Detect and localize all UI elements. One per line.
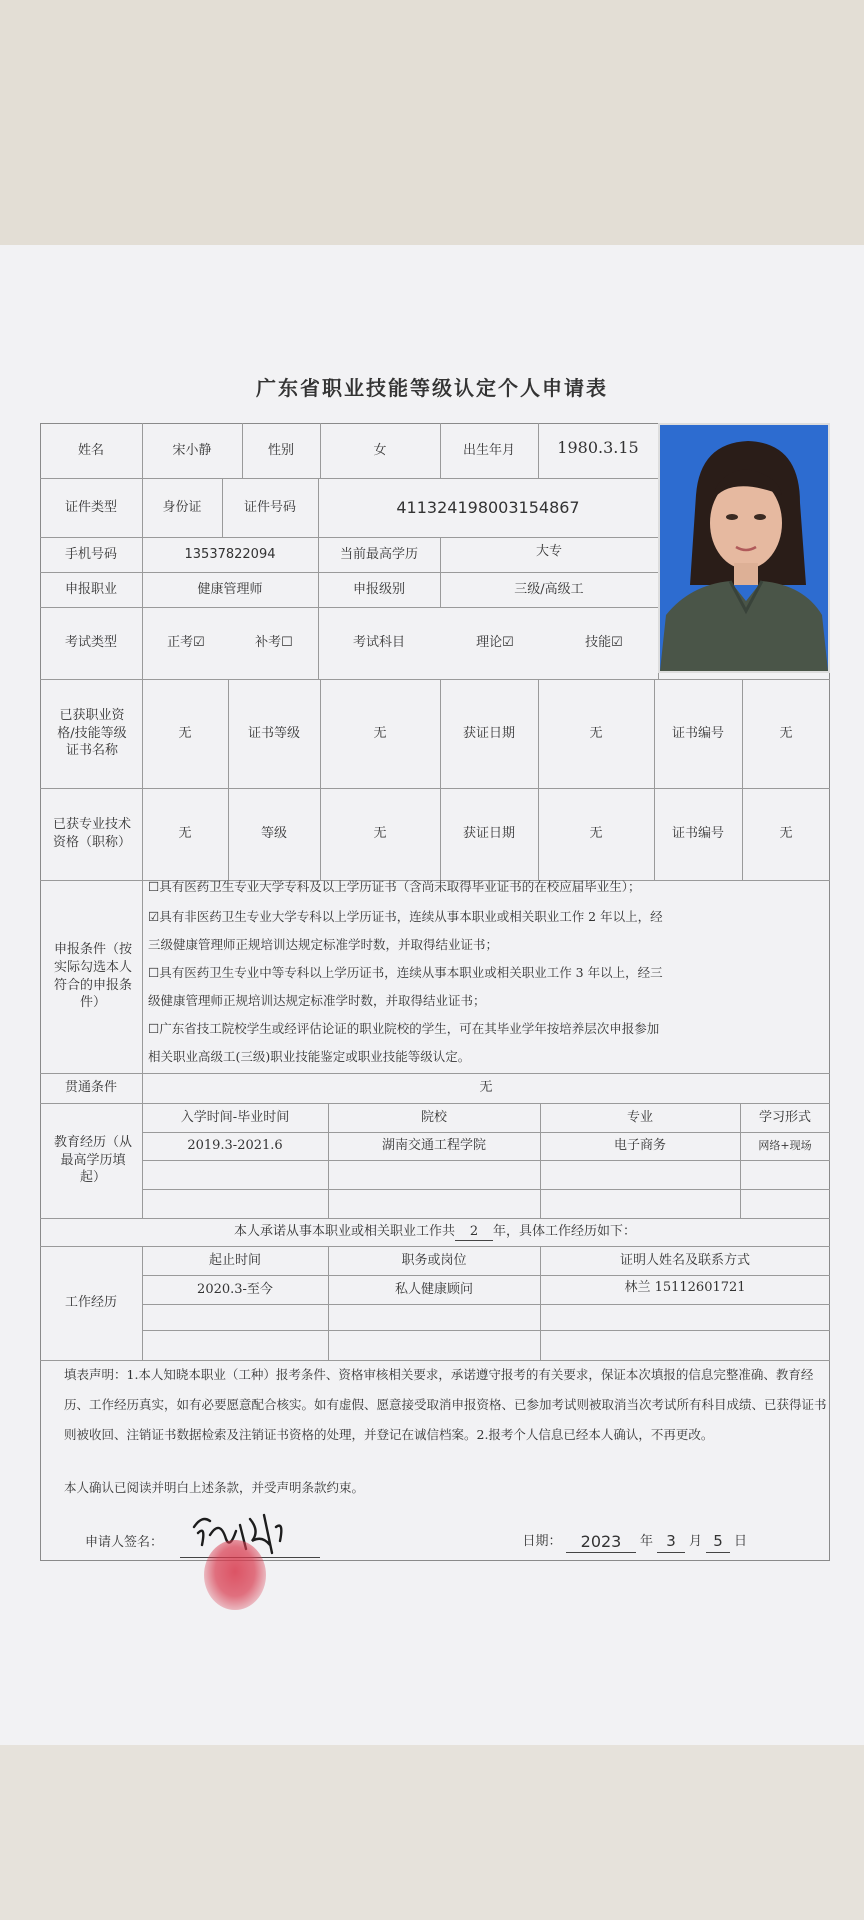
phone-label: 手机号码	[64, 546, 117, 562]
through-label: 贯通条件	[64, 1080, 117, 1096]
condition-line: 三级健康管理师正规培训达规定标准学时数，并取得结业证书；	[148, 937, 499, 952]
occupation-value: 健康管理师	[197, 581, 263, 597]
birth-label: 出生年月	[462, 442, 515, 458]
work-row-referee: 林兰 15112601721	[624, 1279, 746, 1295]
level-label: 申报级别	[352, 581, 405, 597]
applicant-photo	[658, 423, 830, 673]
id-type-value: 身份证	[162, 499, 202, 515]
work-history-label: 工作经历	[64, 1295, 117, 1311]
through-value: 无	[479, 1080, 493, 1096]
tech-qual-label: 已获专业技术资格（职称）	[52, 817, 131, 850]
exam-makeup-check: 补考☐	[255, 635, 293, 651]
edu-row-school: 湖南交通工程学院	[381, 1138, 486, 1154]
vocational-cert-label: 已获职业资格/技能等级证书名称	[57, 708, 127, 759]
declaration-text: 填表声明：1.本人知晓本职业（工种）报考条件、资格审核相关要求，承诺遵守报考的有关要求，保证本次填报的信息完整准确、教育经历、工作经历真实，如有必要愿意配合核实。如有虚假、愿意接受取消申报资格、已参加考试则被取消当次考试所有科目成绩、已获得证书则被收回、注销证书数据检索及注销证书资格的处理，并登记在诚信档案。2.报考个人信息已经本人确认，不再更改。	[64, 1367, 827, 1442]
skill-check: 技能☑	[585, 635, 623, 651]
form-title: 广东省职业技能等级认定个人申请表	[256, 376, 608, 400]
exam-subject-label: 考试科目	[352, 635, 405, 651]
vocational-cert-value: 无	[178, 725, 192, 741]
id-number-value: 411324198003154867	[396, 497, 580, 517]
tech-date-value: 无	[589, 826, 603, 842]
grade-label: 等级	[260, 826, 287, 842]
cert-number-label: 证书编号	[671, 725, 724, 741]
cert-date-label: 获证日期	[462, 725, 515, 741]
edu-header-mode: 学习形式	[758, 1109, 811, 1125]
tech-qual-value: 无	[178, 826, 192, 842]
date-month: 3	[657, 1531, 685, 1552]
grade-value: 无	[373, 826, 387, 842]
edu-header-school: 院校	[420, 1109, 447, 1125]
date-year: 2023	[566, 1531, 636, 1554]
cert-level-label: 证书等级	[247, 725, 300, 741]
condition-line: ☐具有医药卫生专业中等专科以上学历证书，连续从事本职业或相关职业工作 3 年以上，经三	[148, 965, 663, 980]
birth-value: 1980.3.15	[557, 438, 639, 458]
work-row-position: 私人健康顾问	[394, 1281, 473, 1297]
theory-check: 理论☑	[476, 635, 514, 651]
confirm-text: 本人确认已阅读并明白上述条款，并受声明条款约束。	[64, 1480, 365, 1495]
date-field	[566, 1527, 786, 1557]
conditions-label: 申报条件（按实际勾选本人符合的申报条件）	[54, 942, 133, 1011]
tech-number-value: 无	[779, 826, 793, 842]
edu-row-mode: 网络+现场	[758, 1138, 812, 1152]
exam-type-label: 考试类型	[64, 635, 117, 651]
date-year-unit: 年	[640, 1534, 654, 1550]
id-number-label: 证件号码	[243, 499, 296, 515]
condition-line: ☐具有医药卫生专业大学专科及以上学历证书（含尚未取得毕业证书的在校应届毕业生）；	[148, 879, 641, 894]
name-value: 宋小静	[172, 442, 212, 458]
work-row-period: 2020.3-至今	[197, 1281, 273, 1297]
condition-line: 相关职业高级工(三级)职业技能鉴定或职业技能等级认定。	[148, 1049, 471, 1064]
date-month-unit: 月	[689, 1534, 703, 1550]
work-pledge	[40, 1218, 830, 1246]
date-day: 5	[706, 1531, 730, 1552]
work-pledge-suffix: 年，具体工作经历如下：	[493, 1224, 637, 1240]
work-pledge-prefix: 本人承诺从事本职业或相关职业工作共	[233, 1224, 455, 1240]
condition-line: ☐广东省技工院校学生或经评估论证的职业院校的学生，可在其毕业学年按培养层次申报参加	[148, 1021, 660, 1036]
applicant-sign-label: 申请人签名：	[84, 1535, 163, 1551]
work-header-referee: 证明人姓名及联系方式	[619, 1252, 750, 1268]
edu-row-period: 2019.3-2021.6	[187, 1138, 283, 1154]
tech-date-label: 获证日期	[462, 826, 515, 842]
cert-date-value: 无	[589, 725, 603, 741]
id-type-label: 证件类型	[64, 499, 117, 515]
name-label: 姓名	[77, 442, 104, 458]
condition-line: ☑具有非医药卫生专业大学专科以上学历证书，连续从事本职业或相关职业工作 2 年以上，经	[148, 909, 663, 924]
cert-level-value: 无	[373, 725, 387, 741]
fingerprint	[204, 1540, 266, 1610]
occupation-label: 申报职业	[64, 581, 117, 597]
edu-row-major: 电子商务	[613, 1138, 666, 1154]
date-label: 日期：	[522, 1534, 562, 1550]
edu-history-label: 教育经历（从最高学历填起）	[54, 1135, 133, 1186]
gender-label: 性别	[267, 442, 294, 458]
table-surface	[0, 1745, 864, 1920]
work-header-period: 起止时间	[208, 1252, 261, 1268]
cert-number-value: 无	[779, 725, 793, 741]
gender-value: 女	[373, 442, 387, 458]
edu-header-period: 入学时间-毕业时间	[180, 1109, 290, 1125]
condition-line: 级健康管理师正规培训达规定标准学时数，并取得结业证书；	[148, 993, 486, 1008]
education-label: 当前最高学历	[339, 546, 418, 562]
work-header-position: 职务或岗位	[401, 1252, 467, 1268]
education-value: 大专	[535, 544, 562, 560]
exam-regular-check: 正考☑	[167, 635, 205, 651]
edu-header-major: 专业	[626, 1109, 653, 1125]
date-day-unit: 日	[734, 1534, 748, 1550]
tech-number-label: 证书编号	[671, 826, 724, 842]
work-years: 2	[455, 1223, 493, 1242]
phone-value: 13537822094	[184, 546, 276, 562]
level-value: 三级/高级工	[514, 581, 584, 597]
